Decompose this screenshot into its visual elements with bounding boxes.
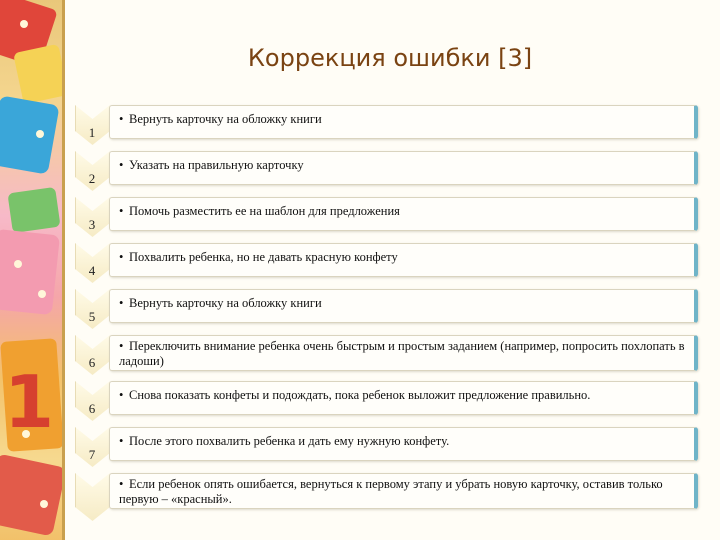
step-number: 4 <box>88 263 96 278</box>
list-item <box>119 158 689 173</box>
step-text: Похвалить ребенка, но не давать красную конфету <box>129 250 398 264</box>
toy-block-shape <box>13 44 62 104</box>
step-number: 6 <box>88 355 96 370</box>
flower-dot <box>14 260 22 268</box>
step-box <box>109 381 698 415</box>
step-box <box>109 151 698 185</box>
step-box <box>109 335 698 371</box>
step-text: Вернуть карточку на обложку книги <box>129 296 322 310</box>
step-box <box>109 427 698 461</box>
step-text: После этого похвалить ребенка и дать ему нужную конфету. <box>129 434 450 448</box>
step-box <box>109 289 698 323</box>
step-number: 3 <box>88 217 96 232</box>
list-item <box>119 112 689 127</box>
bullet: • <box>119 204 124 218</box>
toy-block-shape <box>0 229 60 315</box>
list-item <box>119 250 689 265</box>
toy-block-numeral: 1 <box>4 360 55 444</box>
step-number: 6 <box>88 401 96 416</box>
vertical-divider <box>62 0 65 540</box>
list-item <box>119 204 689 219</box>
toy-block-shape <box>7 187 60 233</box>
flower-dot <box>36 130 44 138</box>
step-box <box>109 473 698 509</box>
bullet: • <box>119 158 124 172</box>
list-item <box>119 477 689 507</box>
step-number: 1 <box>88 125 96 140</box>
bullet: • <box>119 477 124 491</box>
flower-dot <box>20 20 28 28</box>
bullet: • <box>119 296 124 310</box>
list-item <box>119 388 689 403</box>
bullet: • <box>119 112 124 126</box>
step-text: Помочь разместить ее на шаблон для предложения <box>129 204 400 218</box>
step-text: Вернуть карточку на обложку книги <box>129 112 322 126</box>
step-text: Переключить внимание ребенка очень быстрым и простым заданием (например, попросить похлопать в ладоши) <box>119 339 685 368</box>
slide-title: Коррекция ошибки [3] <box>247 44 533 72</box>
step-box <box>109 197 698 231</box>
flower-dot <box>40 500 48 508</box>
bullet: • <box>119 339 124 353</box>
step-number: 2 <box>88 171 96 186</box>
step-box <box>109 243 698 277</box>
bullet: • <box>119 434 124 448</box>
step-number: 5 <box>88 309 96 324</box>
list-item <box>119 434 689 449</box>
step-text: Указать на правильную карточку <box>129 158 304 172</box>
list-item <box>119 339 689 369</box>
toy-block-shape <box>0 95 60 174</box>
bullet: • <box>119 388 124 402</box>
bullet: • <box>119 250 124 264</box>
step-chevron <box>75 473 110 521</box>
list-item <box>119 296 689 311</box>
decorative-toys-illustration <box>0 0 62 540</box>
step-text: Снова показать конфеты и подождать, пока ребенок выложит предложение правильно. <box>129 388 591 402</box>
step-number: 7 <box>88 447 96 462</box>
flower-dot <box>38 290 46 298</box>
toy-block-shape <box>0 453 62 536</box>
step-text: Если ребенок опять ошибается, вернуться к первому этапу и убрать новую карточку, оставив только первую – «красный». <box>119 477 663 506</box>
step-box <box>109 105 698 139</box>
